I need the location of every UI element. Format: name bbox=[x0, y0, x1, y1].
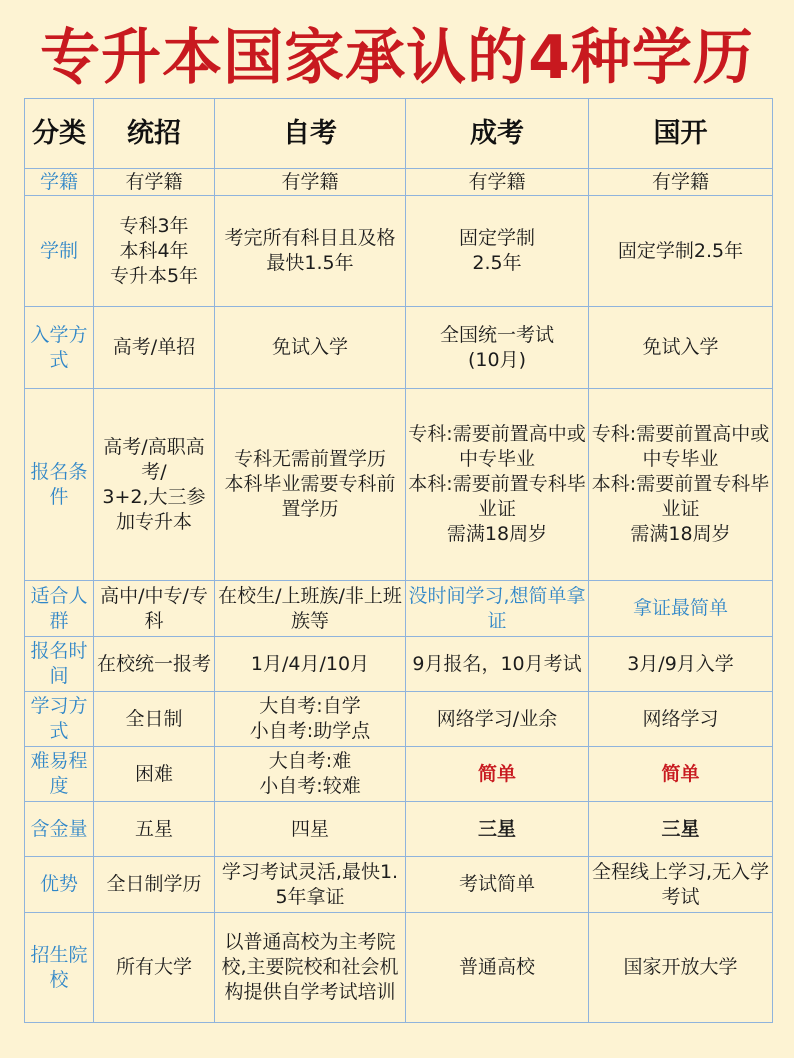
table-cell: 学习考试灵活,最快1.5年拿证 bbox=[215, 857, 406, 913]
table-row bbox=[25, 637, 773, 692]
table-row bbox=[25, 581, 773, 637]
table-cell: 国家开放大学 bbox=[589, 913, 773, 1023]
table-cell: 所有大学 bbox=[94, 913, 215, 1023]
page-title: 专升本国家承认的4种学历 bbox=[40, 23, 754, 93]
table-cell: 大自考:自学 小自考:助学点 bbox=[215, 692, 406, 747]
table-cell: 考完所有科目且及格 最快1.5年 bbox=[215, 196, 406, 307]
table-cell: 在校统一报考 bbox=[94, 637, 215, 692]
table-cell: 在校生/上班族/非上班族等 bbox=[215, 581, 406, 637]
row-category: 学习方式 bbox=[25, 692, 94, 747]
header-row bbox=[25, 99, 773, 169]
table-cell: 有学籍 bbox=[94, 169, 215, 196]
table-cell: 有学籍 bbox=[215, 169, 406, 196]
header-zikao: 自考 bbox=[215, 99, 406, 169]
table-cell: 9月报名，10月考试 bbox=[406, 637, 589, 692]
table-cell: 固定学制 2.5年 bbox=[406, 196, 589, 307]
table-cell: 有学籍 bbox=[406, 169, 589, 196]
table-cell: 专科:需要前置高中或中专毕业 本科:需要前置专科毕业证 需满18周岁 bbox=[406, 389, 589, 581]
row-category: 报名条件 bbox=[25, 389, 94, 581]
table-cell: 网络学习 bbox=[589, 692, 773, 747]
table-cell: 考试简单 bbox=[406, 857, 589, 913]
table-cell: 五星 bbox=[94, 802, 215, 857]
table-row bbox=[25, 913, 773, 1023]
table-row bbox=[25, 169, 773, 196]
table-row bbox=[25, 196, 773, 307]
row-category: 适合人群 bbox=[25, 581, 94, 637]
header-category: 分类 bbox=[25, 99, 94, 169]
table-cell: 全日制 bbox=[94, 692, 215, 747]
table-cell: 四星 bbox=[215, 802, 406, 857]
row-category: 难易程度 bbox=[25, 747, 94, 802]
header-chengkao: 成考 bbox=[406, 99, 589, 169]
table-cell: 全国统一考试 (10月) bbox=[406, 307, 589, 389]
table-cell: 困难 bbox=[94, 747, 215, 802]
table-cell: 有学籍 bbox=[589, 169, 773, 196]
table-cell: 以普通高校为主考院校,主要院校和社会机构提供自学考试培训 bbox=[215, 913, 406, 1023]
table-cell: 普通高校 bbox=[406, 913, 589, 1023]
comparison-table bbox=[24, 98, 773, 1023]
row-category: 学籍 bbox=[25, 169, 94, 196]
table-row bbox=[25, 692, 773, 747]
table-cell: 1月/4月/10月 bbox=[215, 637, 406, 692]
row-category: 学制 bbox=[25, 196, 94, 307]
row-category: 含金量 bbox=[25, 802, 94, 857]
table-cell: 高考/高职高考/ 3+2,大三参加专升本 bbox=[94, 389, 215, 581]
table-cell: 大自考:难 小自考:较难 bbox=[215, 747, 406, 802]
table-cell: 3月/9月入学 bbox=[589, 637, 773, 692]
table-cell: 专科无需前置学历 本科毕业需要专科前置学历 bbox=[215, 389, 406, 581]
table-cell: 专科:需要前置高中或中专毕业 本科:需要前置专科毕业证 需满18周岁 bbox=[589, 389, 773, 581]
table-cell: 免试入学 bbox=[589, 307, 773, 389]
row-category: 招生院校 bbox=[25, 913, 94, 1023]
table-row bbox=[25, 389, 773, 581]
table-cell: 三星 bbox=[589, 802, 773, 857]
table-cell: 专科3年 本科4年 专升本5年 bbox=[94, 196, 215, 307]
table-cell: 高中/中专/专科 bbox=[94, 581, 215, 637]
table-row bbox=[25, 857, 773, 913]
table-cell: 全程线上学习,无入学考试 bbox=[589, 857, 773, 913]
header-tongzhao: 统招 bbox=[94, 99, 215, 169]
table-cell: 三星 bbox=[406, 802, 589, 857]
row-category: 报名时间 bbox=[25, 637, 94, 692]
table-cell: 没时间学习,想简单拿证 bbox=[406, 581, 589, 637]
table-cell: 简单 bbox=[589, 747, 773, 802]
table-cell: 高考/单招 bbox=[94, 307, 215, 389]
table-cell: 全日制学历 bbox=[94, 857, 215, 913]
table-cell: 简单 bbox=[406, 747, 589, 802]
table-row bbox=[25, 802, 773, 857]
row-category: 优势 bbox=[25, 857, 94, 913]
table-cell: 免试入学 bbox=[215, 307, 406, 389]
row-category: 入学方式 bbox=[25, 307, 94, 389]
table-row bbox=[25, 307, 773, 389]
header-guokai: 国开 bbox=[589, 99, 773, 169]
table-cell: 固定学制2.5年 bbox=[589, 196, 773, 307]
table-row bbox=[25, 747, 773, 802]
table-cell: 拿证最简单 bbox=[589, 581, 773, 637]
table-cell: 网络学习/业余 bbox=[406, 692, 589, 747]
